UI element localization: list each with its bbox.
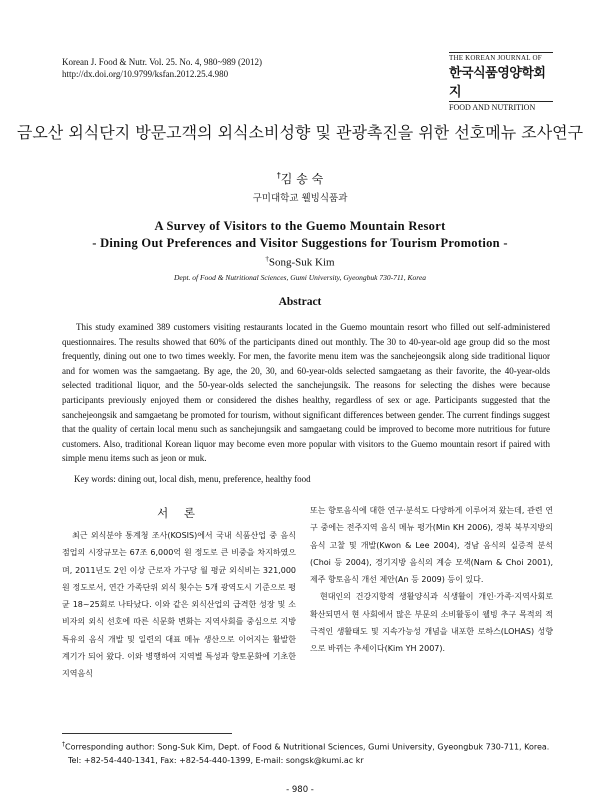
journal-name-korean: 한국식품영양학회지 (449, 66, 546, 100)
footnote-contact: Tel: +82-54-440-1341, Fax: +82-54-440-1399, E-mail: songsk@kumi.ac kr (68, 755, 364, 765)
english-title-sub: - Dining Out Preferences and Visitor Suggestions for Tourism Promotion - (92, 236, 508, 250)
author-mark: † (276, 171, 281, 180)
journal-logo (449, 51, 553, 112)
english-author-name: Song-Suk Kim (268, 256, 335, 269)
abstract-text: This study examined 389 customers visiting restaurants located in the Guemo mountain resort who filled out self-administered questionnaires. The results showed that 60% of the participants dined out monthly. The 30 to 40-year-old age group did so the most frequently, dining out one to two times weekly. For men, the favorite menu item was the sanchejeongsik along side traditional liquor and for women was the samgaetang. By age, the 20, 30, and 60-year-olds selected samgaetang as their favorite, the 40-year-olds selected traditional liquor, and the 50-year-olds selected the sanchejungsik. The reasons for selecting the dishes were because participants previously enjoyed them or considered the dishes healthy, regardless of sex or age. Participants suggested that the sanchejeongsik and samgaetang be promoted for tourism, without significant differences between gender. The current findings suggest that the quality of certain local menu such as sanchejungsik and samgaetang could be improved to become more nutritious for future customers. Also, traditional Korean liquor may become even more popular with visitors to the Guemo mountain resort if paired with simple menu items such as jeon or muk. (62, 322, 550, 464)
footnote-mark: † (62, 741, 65, 748)
english-affiliation: Dept. of Food & Nutritional Sciences, Gumi University, Gyeongbuk 730-711, Korea (173, 273, 427, 282)
keywords: Key words: dining out, local dish, menu, preference, healthy food (74, 474, 311, 484)
citation-header (62, 56, 262, 80)
korean-affiliation: 구미대학교 웰빙식품과 (252, 193, 348, 204)
english-author (0, 255, 600, 269)
author-mark-en: † (265, 255, 269, 263)
journal-name-bottom: FOOD AND NUTRITION (449, 103, 536, 112)
body-paragraph: 현대인의 건강지향적 생활양식과 식생활이 개인·가족·지역사회로 확산되면서 현 사회에서 많은 부문의 소비활동이 웰빙 추구 목적의 적극적인 생활태도 및 지속가능성 개념을 내포한 로하스(LOHAS) 성향으로 바뀌는 추세이다(Kim YH 2007). (310, 592, 553, 654)
body-left-column: 최근 외식분야 통계청 조사(KOSIS)에서 국내 식품산업 중 음식점업의 시장규모는 67조 6,000억 원 정도로 큰 비중을 차지하였으며, 2011년도 2인 이상 근로자 가구당 월 평균 외식비는 321,000원 정도로서, 연간 가족단위 외식 횟수는 5개 광역도시 기준으로 평균 18~25회로 나타났다. 이와 같은 외식산업의 급격한 성장 및 소비자의 외식 선호에 따른 식문화 변화는 지역사회를 중심으로 지방 특유의 음식 개발 및 일련의 대표 메뉴 생산으로 이어지는 활발한 계기가 되어 왔다. 이와 병행하여 지역별 특성과 향토문화에 기초한 지역음식 (62, 531, 296, 679)
korean-author (0, 170, 600, 187)
citation-line: Korean J. Food & Nutr. Vol. 25. No. 4, 980~989 (2012) (62, 57, 263, 67)
abstract-heading: Abstract (278, 296, 322, 308)
doi-link[interactable]: http://dx.doi.org/10.9799/ksfan.2012.25.4.980 (62, 69, 229, 79)
english-title-main: A Survey of Visitors to the Guemo Mountain Resort (154, 219, 446, 233)
body-right-column (310, 502, 553, 658)
english-title (0, 218, 600, 252)
section-heading-introduction: 서 론 (157, 506, 201, 520)
footnote-divider (62, 733, 232, 734)
journal-name-top: THE KOREAN JOURNAL OF (449, 54, 542, 62)
footnote-line: Corresponding author: Song-Suk Kim, Dept. of Food & Nutritional Sciences, Gumi University, Gyeongbuk 730-711, Korea. (65, 742, 550, 752)
page-number: - 980 - (286, 785, 314, 795)
korean-author-name: 김 송 숙 (280, 172, 324, 186)
body-paragraph: 또는 향토음식에 대한 연구·분석도 다양하게 이루어져 왔는데, 관련 연구 중에는 전주지역 음식 메뉴 평가(Min KH 2006), 경북 북부지방의 음식 고찰 및 개발(Kwon & Lee 2004), 경남 음식의 실증적 분석(Choi 등 2004), 경기지방 음식의 계승 모색(Nam & Choi 2001), 제주 향토음식 개선 제안(An 등 2009) 등이 있다. (310, 506, 553, 585)
corresponding-author-footnote (62, 738, 553, 767)
korean-title: 금오산 외식단지 방문고객의 외식소비성향 및 관광촉진을 위한 선호메뉴 조사연구 (16, 123, 584, 142)
